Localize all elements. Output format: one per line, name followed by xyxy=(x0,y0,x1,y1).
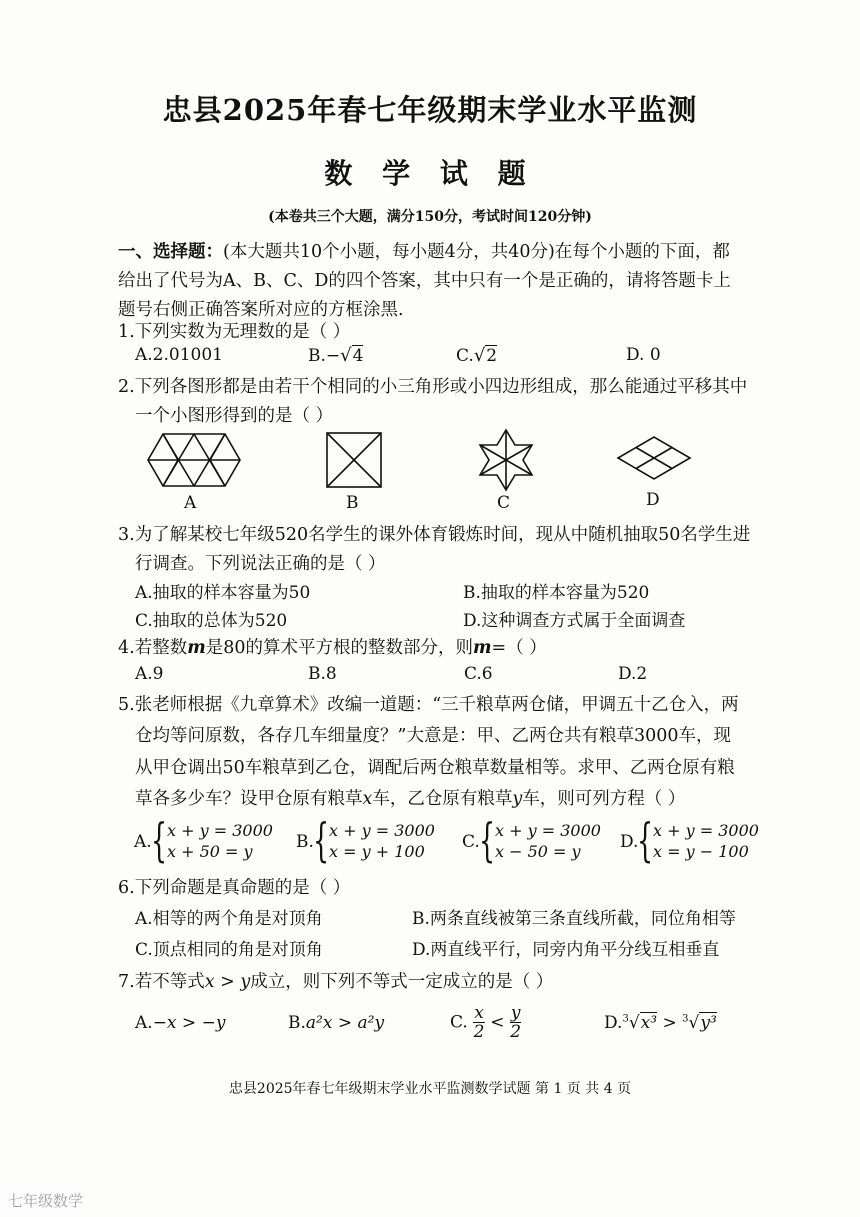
q7-option-a xyxy=(135,1013,225,1033)
q7-stem-pre: 7.若不等式 xyxy=(118,972,205,992)
q5-option-d-label: D. xyxy=(620,832,639,852)
q5-stem-line2: 仓均等问原数，各存几车细量度？”大意是：甲、乙两仓共有粮草3000车，现 xyxy=(135,726,731,746)
section1-line1: (本大题共10个小题，每小题4分，共40分)在每个小题的下面，都 xyxy=(223,242,730,262)
q1-option-d: D. 0 xyxy=(626,345,661,365)
q5-stem-line1: 5.张老师根据《九章算术》改编一道题：“三千粮草两仓储，甲调五十乙仓入，两 xyxy=(118,695,739,715)
q5-option-d-row1: x + y = 3000 xyxy=(653,821,759,840)
q7-option-d xyxy=(604,1013,717,1033)
q4-var: m xyxy=(187,638,206,658)
q7-d-left-radicand: x³ xyxy=(640,1013,658,1033)
q7-option-c-label: C. xyxy=(450,1012,468,1033)
q7-option-b xyxy=(288,1013,384,1033)
q5-option-a-label: A. xyxy=(134,832,152,852)
q7-c-num1: x xyxy=(474,1003,484,1023)
q1-stem: 1.下列实数为无理数的是（ ） xyxy=(118,322,351,342)
q7-d-op: > xyxy=(662,1013,677,1033)
sqrt-icon: √ xyxy=(473,345,486,366)
q7-option-c-frac1 xyxy=(473,1004,485,1041)
q5-stem4-pre: 草各多少车？设甲仓原有粮草 xyxy=(135,789,363,809)
q6-stem: 6.下列命题是真命题的是（ ） xyxy=(118,878,351,898)
q5-option-c-label: C. xyxy=(462,832,480,852)
q3-stem-line1: 3.为了解某校七年级520名学生的课外体育锻炼时间，现从中随机抽取50名学生进 xyxy=(118,525,751,545)
exam-note: (本卷共三个大题，满分150分，考试时间120分钟) xyxy=(268,209,592,225)
q4-stem xyxy=(118,634,547,659)
q4-option-c: C.6 xyxy=(464,664,493,684)
q5-option-c-row1: x + y = 3000 xyxy=(495,821,601,840)
q7-stem xyxy=(118,968,553,993)
q7-d-right-index: 3 xyxy=(682,1013,689,1025)
q1-option-c xyxy=(456,345,497,366)
figure-b-square xyxy=(326,432,382,488)
q6-option-c: C.顶点相同的角是对顶角 xyxy=(135,940,323,960)
section1-line3: 题号右侧正确答案所对应的方框涂黑. xyxy=(118,300,404,320)
q4-var-2: m xyxy=(473,638,492,658)
q7-option-a-label: A. xyxy=(135,1013,153,1033)
exam-title: 忠县2025年春七年级期末学业水平监测 xyxy=(162,93,698,127)
q5-option-a-row1: x + y = 3000 xyxy=(167,821,273,840)
q6-option-a: A.相等的两个角是对顶角 xyxy=(135,909,323,929)
q5-option-b-row2: x = y + 100 xyxy=(329,842,425,861)
q4-option-b: B.8 xyxy=(308,664,337,684)
figure-c-star xyxy=(470,428,542,492)
q4-option-d: D.2 xyxy=(618,664,648,684)
q7-c-num2: y xyxy=(510,1003,521,1023)
sqrt-icon: √ xyxy=(688,1013,700,1033)
figure-b-label: B xyxy=(346,493,359,513)
q5-option-d-row2: x = y − 100 xyxy=(653,842,749,861)
page-footer: 忠县2025年春七年级期末学业水平监测数学试题 第 1 页 共 4 页 xyxy=(228,1081,632,1097)
q3-option-d: D.这种调查方式属于全面调查 xyxy=(463,611,686,631)
q1-option-b-radicand: 4 xyxy=(352,346,364,366)
q4-stem-post: =（ ） xyxy=(491,638,547,658)
q3-stem-line2: 行调查。下列说法正确的是（ ） xyxy=(135,554,386,574)
figure-c-label: C xyxy=(497,493,511,513)
section1-heading: 一、选择题： xyxy=(118,242,223,262)
q7-stem-post: 成立，则下列不等式一定成立的是（ ） xyxy=(250,972,554,992)
q7-c-den2: 2 xyxy=(510,1022,522,1042)
q5-option-b-label: B. xyxy=(296,832,314,852)
q7-c-den1: 2 xyxy=(473,1022,485,1042)
q5-option-c-row2: x − 50 = y xyxy=(495,842,581,861)
q6-option-b: B.两条直线被第三条直线所截，同位角相等 xyxy=(412,909,736,929)
section1-intro xyxy=(118,238,730,263)
q4-stem-pre: 4.若整数 xyxy=(118,638,188,658)
q1-option-c-radicand: 2 xyxy=(486,346,498,366)
q3-option-c: C.抽取的总体为520 xyxy=(135,611,288,631)
figure-d-rhombus xyxy=(618,436,690,480)
q1-option-a: A.2.01001 xyxy=(135,345,223,365)
brace-icon: { xyxy=(479,813,496,867)
q4-option-a: A.9 xyxy=(135,664,164,684)
q7-option-d-label: D. xyxy=(604,1013,623,1033)
q5-stem-line3: 从甲仓调出50车粮草到乙仓，调配后两仓粮草数量相等。求甲、乙两仓原有粮 xyxy=(135,758,735,778)
q6-option-d: D.两直线平行，同旁内角平分线互相垂直 xyxy=(412,940,720,960)
brace-icon: { xyxy=(637,813,654,867)
figure-a-label: A xyxy=(184,493,197,513)
q2-stem-line2: 一个小图形得到的是（ ） xyxy=(135,406,334,426)
q7-d-right-radicand: y³ xyxy=(700,1013,717,1033)
q7-inequality: x > y xyxy=(204,972,251,992)
q7-option-a-expr: −x > −y xyxy=(152,1013,226,1033)
q7-option-c-frac2 xyxy=(510,1004,522,1041)
q1-option-b-prefix: B.− xyxy=(308,346,341,366)
q7-d-left-index: 3 xyxy=(622,1013,629,1025)
q7-option-b-expr: a²x > a²y xyxy=(305,1013,385,1033)
q5-stem4-post: 车，则可列方程（ ） xyxy=(522,789,686,809)
brace-icon: { xyxy=(313,813,330,867)
exam-subject: 数 学 试 题 xyxy=(324,157,536,190)
sqrt-icon: √ xyxy=(340,345,352,366)
figure-a-hexagon xyxy=(148,432,240,488)
section1-line2: 给出了代号为A、B、C、D的四个答案，其中只有一个是正确的，请将答题卡上 xyxy=(118,271,731,291)
watermark: 七年级数学 xyxy=(8,1192,84,1210)
q2-stem-line1: 2.下列各图形都是由若干个相同的小三角形或小四边形组成，那么能通过平移其中 xyxy=(118,377,748,397)
q4-stem-mid: 是80的算术平方根的整数部分，则 xyxy=(205,638,474,658)
q3-option-b: B.抽取的样本容量为520 xyxy=(463,583,650,603)
q7-option-b-label: B. xyxy=(288,1013,306,1033)
q3-option-a: A.抽取的样本容量为50 xyxy=(135,583,311,603)
figure-d-label: D xyxy=(646,490,660,510)
q7-option-c xyxy=(450,1004,521,1041)
q5-var-y: y xyxy=(512,789,523,809)
q1-option-b xyxy=(308,345,363,366)
q7-c-op: < xyxy=(490,1012,505,1033)
q5-var-x: x xyxy=(362,789,373,809)
q5-stem-line4 xyxy=(135,785,685,810)
q5-option-b-row1: x + y = 3000 xyxy=(329,821,435,840)
q1-option-c-prefix: C. xyxy=(456,346,474,366)
q5-stem4-mid: 车，乙仓原有粮草 xyxy=(372,789,513,809)
q5-option-a-row2: x + 50 = y xyxy=(167,842,253,861)
brace-icon: { xyxy=(151,813,168,867)
sqrt-icon: √ xyxy=(628,1013,640,1033)
